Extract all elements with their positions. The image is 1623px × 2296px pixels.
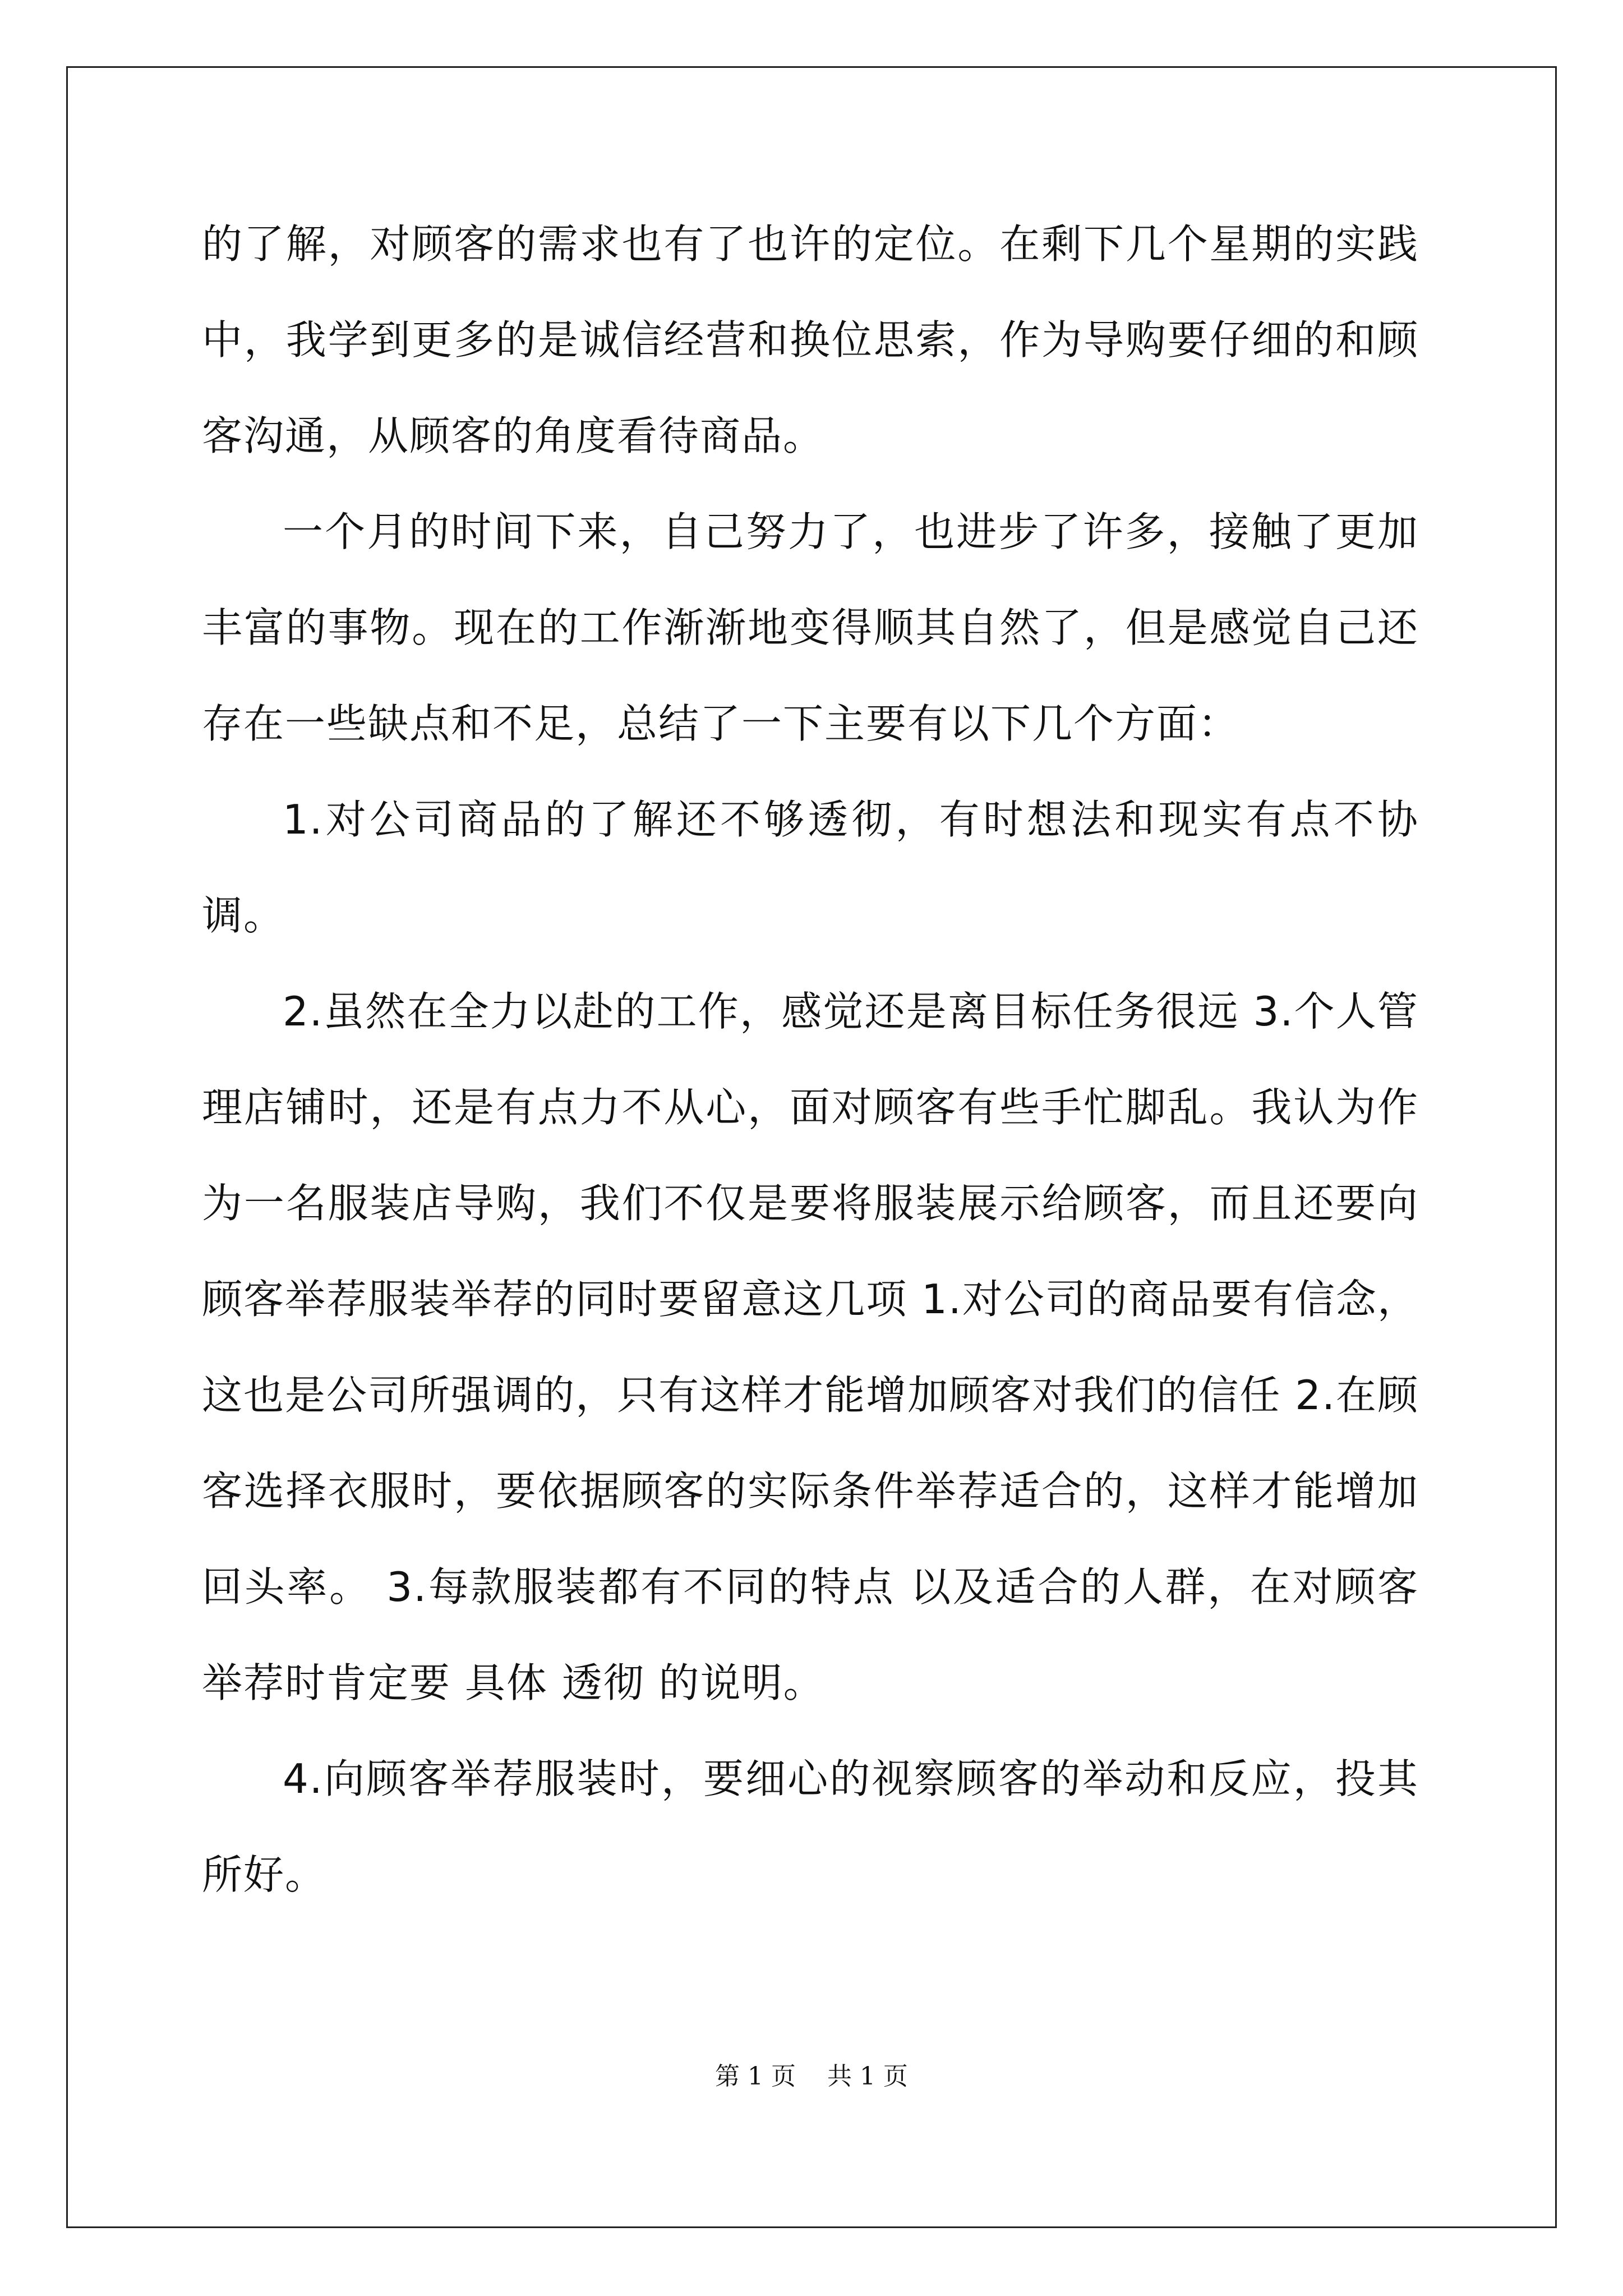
document-body — [202, 196, 1419, 1923]
paragraph-5: 4.向顾客举荐服装时，要细心的视察顾客的举动和反应，投其所好。 — [202, 1755, 1419, 1898]
paragraph-4: 2.虽然在全力以赴的工作，感觉还是离目标任务很远 3.个人管理店铺时，还是有点力不从心，面对顾客有些手忙脚乱。我认为作为一名服装店导购，我们不仅是要将服装展示给顾客，而且还要向顾客举荐服装举荐的同时要留意这几项 1.对公司的商品要有信念，这也是公司所强调的，只有这样才能增加顾客对我们的信任 2.在顾客选择衣服时，要依据顾客的实际条件举荐适合的，这样才能增加回头率。 3.每款服装都有不同的特点 以及适合的人群，在对顾客举荐时肯定要 具体 透彻 的说明。 — [202, 988, 1419, 1706]
paragraph-3: 1.对公司商品的了解还不够透彻，有时想法和现实有点不协调。 — [202, 796, 1419, 939]
page-number-footer: 第 1 页 共 1 页 — [715, 2062, 908, 2091]
paragraph-1: 的了解，对顾客的需求也有了也许的定位。在剩下几个星期的实践中，我学到更多的是诚信经营和换位思索，作为导购要仔细的和顾客沟通，从顾客的角度看待商品。 — [202, 220, 1419, 459]
paragraph-2: 一个月的时间下来，自己努力了，也进步了许多，接触了更加丰富的事物。现在的工作渐渐地变得顺其自然了，但是感觉自己还存在一些缺点和不足，总结了一下主要有以下几个方面： — [202, 508, 1419, 747]
